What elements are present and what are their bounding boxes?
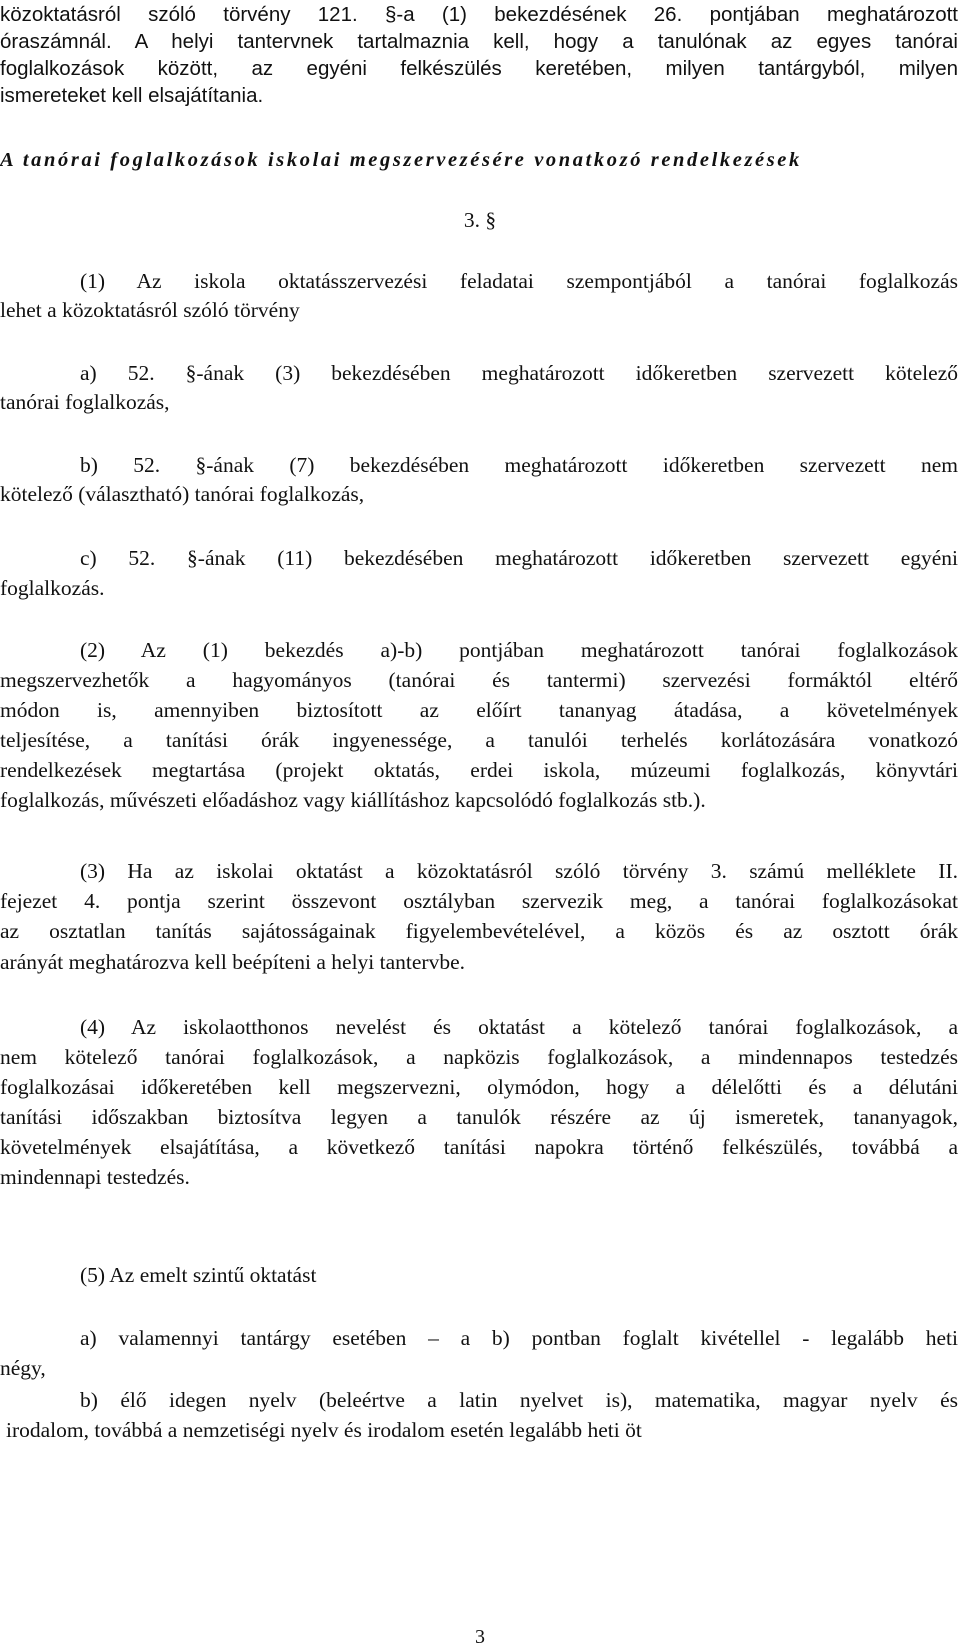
page-number: 3 (475, 1626, 485, 1648)
p4-line-4: tanítási időszakban biztosítva legyen a tanulók részére az új ismeretek, tananyagok, (0, 1105, 958, 1129)
p1b-line-1: b) 52. §-ának (7) bekezdésében meghatározott időkeretben szervezett nem (80, 453, 958, 477)
p1b-line-2: kötelező (választható) tanórai foglalkozás, (0, 482, 365, 506)
p2-line-3: módon is, amennyiben biztosított az előírt tananyag átadása, a követelmények (0, 698, 958, 722)
section-number: 3. § (463, 208, 497, 232)
p1-line-2: lehet a közoktatásról szóló törvény (0, 298, 300, 322)
intro-line-3: foglalkozások között, az egyéni felkészülés keretében, milyen tantárgyból, milyen (0, 57, 958, 80)
p3-line-1: (3) Ha az iskolai oktatást a közoktatásról szóló törvény 3. számú melléklete II. (80, 859, 958, 883)
p1c-line-2: foglalkozás. (0, 576, 105, 600)
p2-line-6: foglalkozás, művészeti előadáshoz vagy kiállításhoz kapcsolódó foglalkozás stb.). (0, 788, 706, 812)
p1-line-1: (1) Az iskola oktatásszervezési feladatai szempontjából a tanórai foglalkozás (80, 269, 958, 293)
intro-line-4: ismereteket kell elsajátítania. (0, 84, 264, 107)
intro-line-2: óraszámnál. A helyi tantervnek tartalmaznia kell, hogy a tanulónak az egyes tanórai (0, 30, 958, 53)
p3-line-3: az osztatlan tanítás sajátosságainak figyelembevételével, a közös és az osztott órák (0, 919, 958, 943)
p4-line-5: követelmények elsajátítása, a következő tanítási napokra történő felkészülés, továbbá a (0, 1135, 958, 1159)
p4-line-1: (4) Az iskolaotthonos nevelést és oktatást a kötelező tanórai foglalkozások, a (80, 1015, 958, 1039)
section-heading: A tanórai foglalkozások iskolai megszervezésére vonatkozó rendelkezések (0, 149, 802, 171)
p1a-line-1: a) 52. §-ának (3) bekezdésében meghatározott időkeretben szervezett kötelező (80, 361, 958, 385)
p5b-line-1: b) élő idegen nyelv (beleértve a latin nyelvet is), matematika, magyar nyelv és (80, 1388, 958, 1412)
p3-line-4: arányát meghatározva kell beépíteni a helyi tantervbe. (0, 950, 466, 974)
p3-line-2: fejezet 4. pontja szerint összevont osztályban szervezik meg, a tanórai foglalkozásokat (0, 889, 958, 913)
intro-line-1: közoktatásról szóló törvény 121. §-a (1) bekezdésének 26. pontjában meghatározott (0, 3, 958, 26)
p4-line-3: foglalkozásai időkeretében kell megszervezni, olymódon, hogy a délelőtti és a délutáni (0, 1075, 958, 1099)
p5a-line-2: négy, (0, 1356, 46, 1380)
p4-line-6: mindennapi testedzés. (0, 1165, 190, 1189)
p1c-line-1: c) 52. §-ának (11) bekezdésében meghatározott időkeretben szervezett egyéni (80, 546, 958, 570)
p2-line-2: megszervezhetők a hagyományos (tanórai és tantermi) szervezési formáktól eltérő (0, 668, 958, 692)
p2-line-4: teljesítése, a tanítási órák ingyenessége, a tanulói terhelés korlátozására vonatkozó (0, 728, 958, 752)
p2-line-1: (2) Az (1) bekezdés a)-b) pontjában meghatározott tanórai foglalkozások (80, 638, 958, 662)
p1a-line-2: tanórai foglalkozás, (0, 390, 170, 414)
p5a-line-1: a) valamennyi tantárgy esetében – a b) pontban foglalt kivétellel - legalább heti (80, 1326, 958, 1350)
p2-line-5: rendelkezések megtartása (projekt oktatás, erdei iskola, múzeumi foglalkozás, könyvtári (0, 758, 958, 782)
p5b-line-2: irodalom, továbbá a nemzetiségi nyelv és irodalom esetén legalább heti öt (6, 1418, 642, 1442)
p4-line-2: nem kötelező tanórai foglalkozások, a napközis foglalkozások, a mindennapos testedzés (0, 1045, 958, 1069)
p5-line-1: (5) Az emelt szintű oktatást (80, 1263, 317, 1287)
